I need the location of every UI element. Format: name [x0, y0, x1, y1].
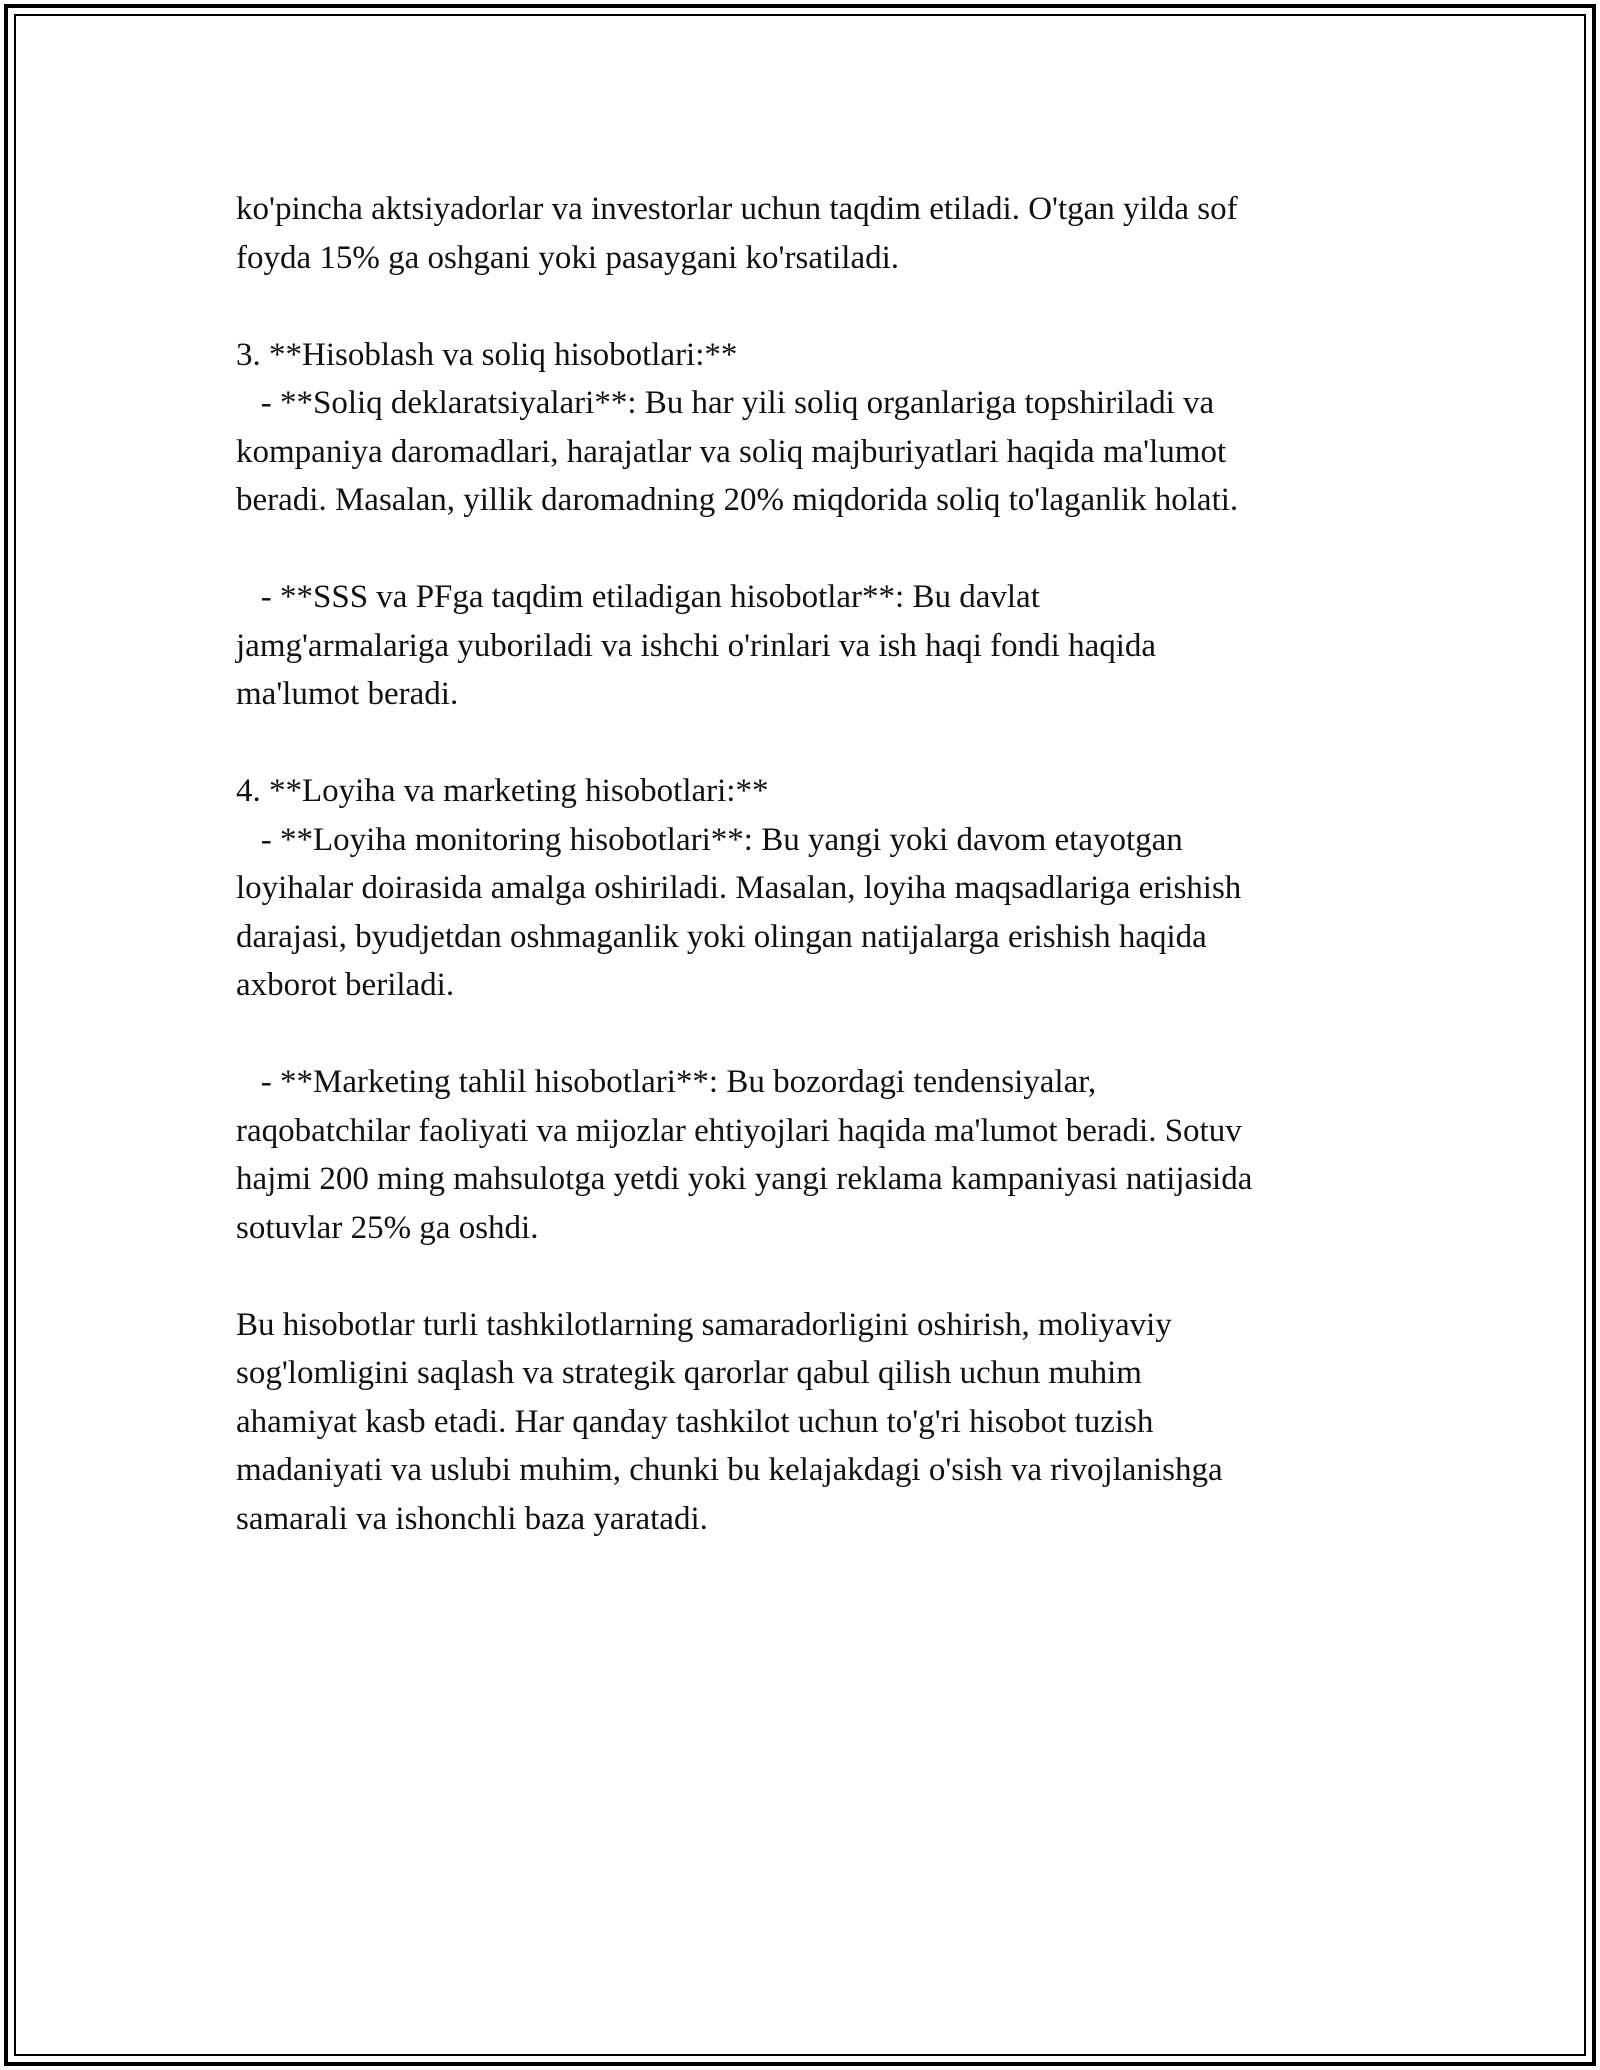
blank-line [236, 1252, 1396, 1301]
text-line: axborot beriladi. [236, 967, 455, 1003]
text-line: raqobatchilar faoliyati va mijozlar ehtiyojlari haqida ma'lumot beradi. Sotuv [236, 1112, 1242, 1149]
text-line: Bu hisobotlar turli tashkilotlarning samaradorligini oshirish, moliyaviy [236, 1306, 1172, 1343]
text-line: ko'pincha aktsiyadorlar va investorlar uchun taqdim etiladi. O'tgan yilda sof [236, 191, 1238, 227]
document-body [236, 185, 1396, 1543]
text-line: hajmi 200 ming mahsulotga yetdi yoki yangi reklama kampaniyasi natijasida [236, 1161, 1253, 1197]
text-line: - **Soliq deklaratsiyalari**: Bu har yili soliq organlariga topshiriladi va [236, 385, 1215, 421]
text-line: beradi. Masalan, yillik daromadning 20% miqdorida soliq to'laganlik holati. [236, 482, 1239, 518]
text-line: loyihalar doirasida amalga oshiriladi. Masalan, loyiha maqsadlariga erishish [236, 870, 1242, 906]
section-heading: 4. **Loyiha va marketing hisobotlari:** [236, 773, 769, 809]
blank-line [236, 525, 1396, 574]
text-line: - **Loyiha monitoring hisobotlari**: Bu yangi yoki davom etayotgan [236, 821, 1183, 858]
blank-line [236, 282, 1396, 331]
text-line: ma'lumot beradi. [236, 676, 459, 712]
text-line: foyda 15% ga oshgani yoki pasaygani ko'rsatiladi. [236, 239, 900, 276]
text-line: madaniyati va uslubi muhim, chunki bu kelajakdagi o'sish va rivojlanishga [236, 1452, 1223, 1488]
section-heading: 3. **Hisoblash va soliq hisobotlari:** [236, 336, 738, 373]
text-line: darajasi, byudjetdan oshmaganlik yoki olingan natijalarga erishish haqida [236, 918, 1207, 955]
text-line: sog'lomligini saqlash va strategik qarorlar qabul qilish uchun muhim [236, 1355, 1142, 1391]
text-line: kompaniya daromadlari, harajatlar va soliq majburiyatlari haqida ma'lumot [236, 433, 1227, 470]
blank-line [236, 719, 1396, 768]
text-line: - **Marketing tahlil hisobotlari**: Bu bozordagi tendensiyalar, [236, 1064, 1097, 1100]
text-line: jamg'armalariga yuboriladi va ishchi o'rinlari va ish haqi fondi haqida [236, 627, 1157, 664]
text-line: - **SSS va PFga taqdim etiladigan hisobotlar**: Bu davlat [236, 579, 1040, 615]
text-line: samarali va ishonchli baza yaratadi. [236, 1500, 708, 1537]
text-line: sotuvlar 25% ga oshdi. [236, 1209, 539, 1246]
text-line: ahamiyat kasb etadi. Har qanday tashkilot uchun to'g'ri hisobot tuzish [236, 1403, 1154, 1440]
blank-line [236, 1010, 1396, 1059]
